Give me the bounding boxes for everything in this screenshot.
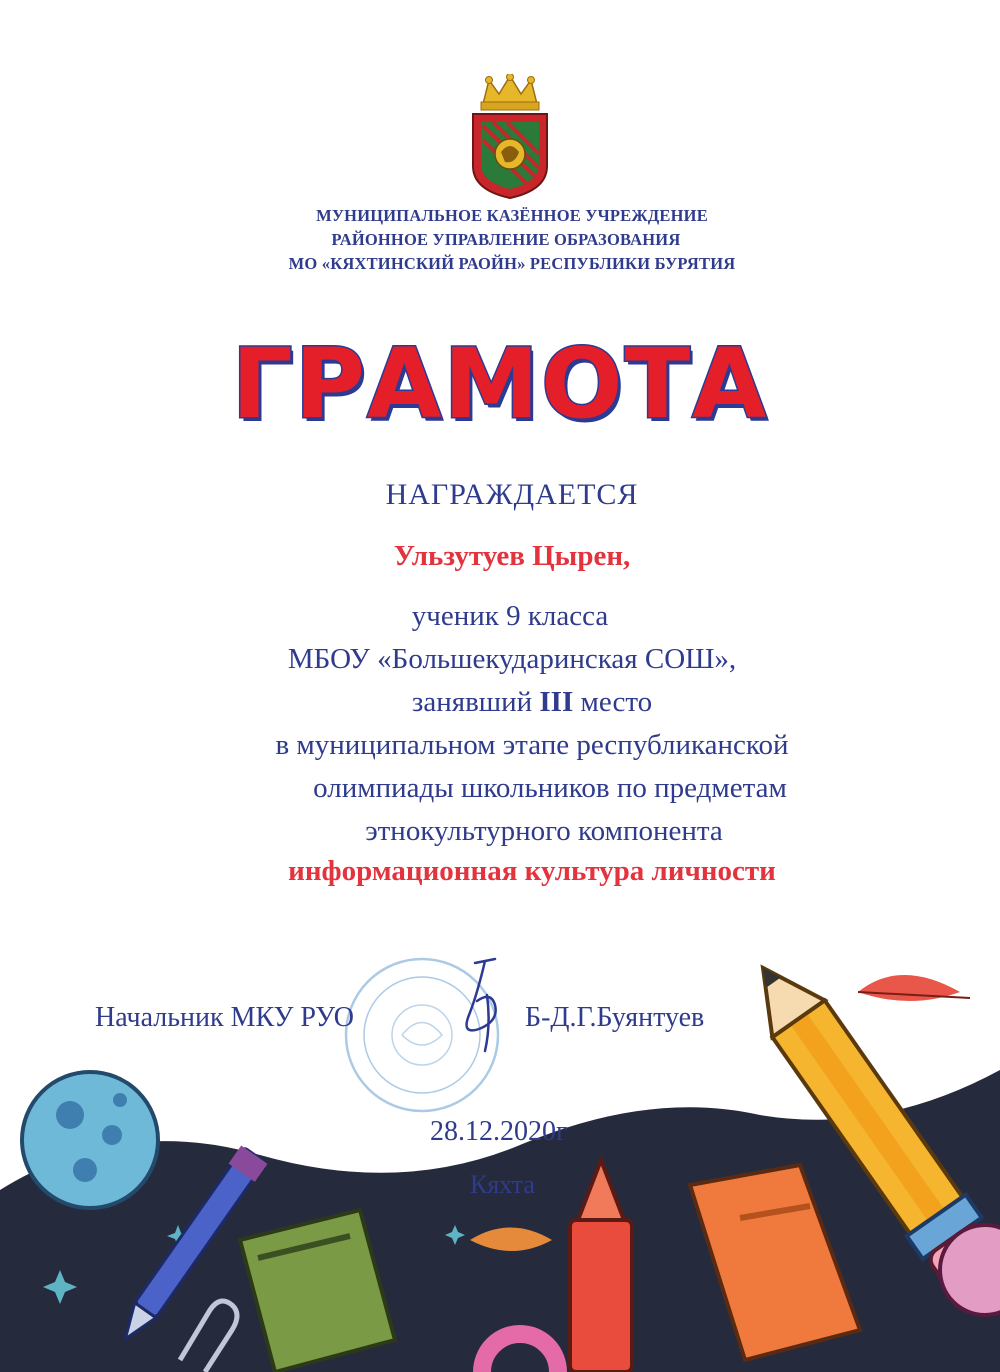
- place-value: III: [539, 686, 574, 718]
- signer-name: Б-Д.Г.Буянтуев: [525, 1002, 705, 1033]
- grade-line: ученик 9 класса: [411, 600, 609, 632]
- place-line: [32, 686, 1000, 719]
- component-line: этнокультурного компонента: [365, 815, 723, 847]
- place-line-after: место: [573, 686, 653, 718]
- leaf-icon: [858, 975, 970, 1001]
- moon-icon: [22, 1072, 158, 1208]
- stage-line: в муниципальном этапе республиканской: [275, 729, 789, 761]
- organization-line-2: РАЙОННОЕ УПРАВЛЕНИЕ ОБРАЗОВАНИЯ: [331, 230, 681, 249]
- recipient-name: Ульзутуев Цырен,: [393, 540, 631, 572]
- school-line: МБОУ «Большекударинская СОШ»,: [287, 643, 737, 675]
- awarded-label: НАГРАЖДАЕТСЯ: [385, 478, 639, 511]
- subject-line: информационная культура личности: [288, 855, 776, 887]
- place-line-before: занявший: [411, 686, 540, 718]
- issue-city: Кяхта: [470, 1170, 535, 1199]
- organization-line-3: МО «КЯХТИНСКИЙ РАОЙН» РЕСПУБЛИКИ БУРЯТИЯ: [288, 254, 736, 273]
- issue-date: 28.12.2020г: [430, 1116, 568, 1147]
- organization-line-1: МУНИЦИПАЛЬНОЕ КАЗЁННОЕ УЧРЕЖДЕНИЕ: [316, 206, 708, 225]
- signer-title: Начальник МКУ РУО: [95, 1002, 354, 1033]
- olympiad-line: олимпиады школьников по предметам: [313, 772, 787, 804]
- coat-of-arms-icon: [465, 74, 555, 200]
- signature: [455, 955, 525, 1055]
- certificate-title: ГРАМОТА: [231, 328, 769, 440]
